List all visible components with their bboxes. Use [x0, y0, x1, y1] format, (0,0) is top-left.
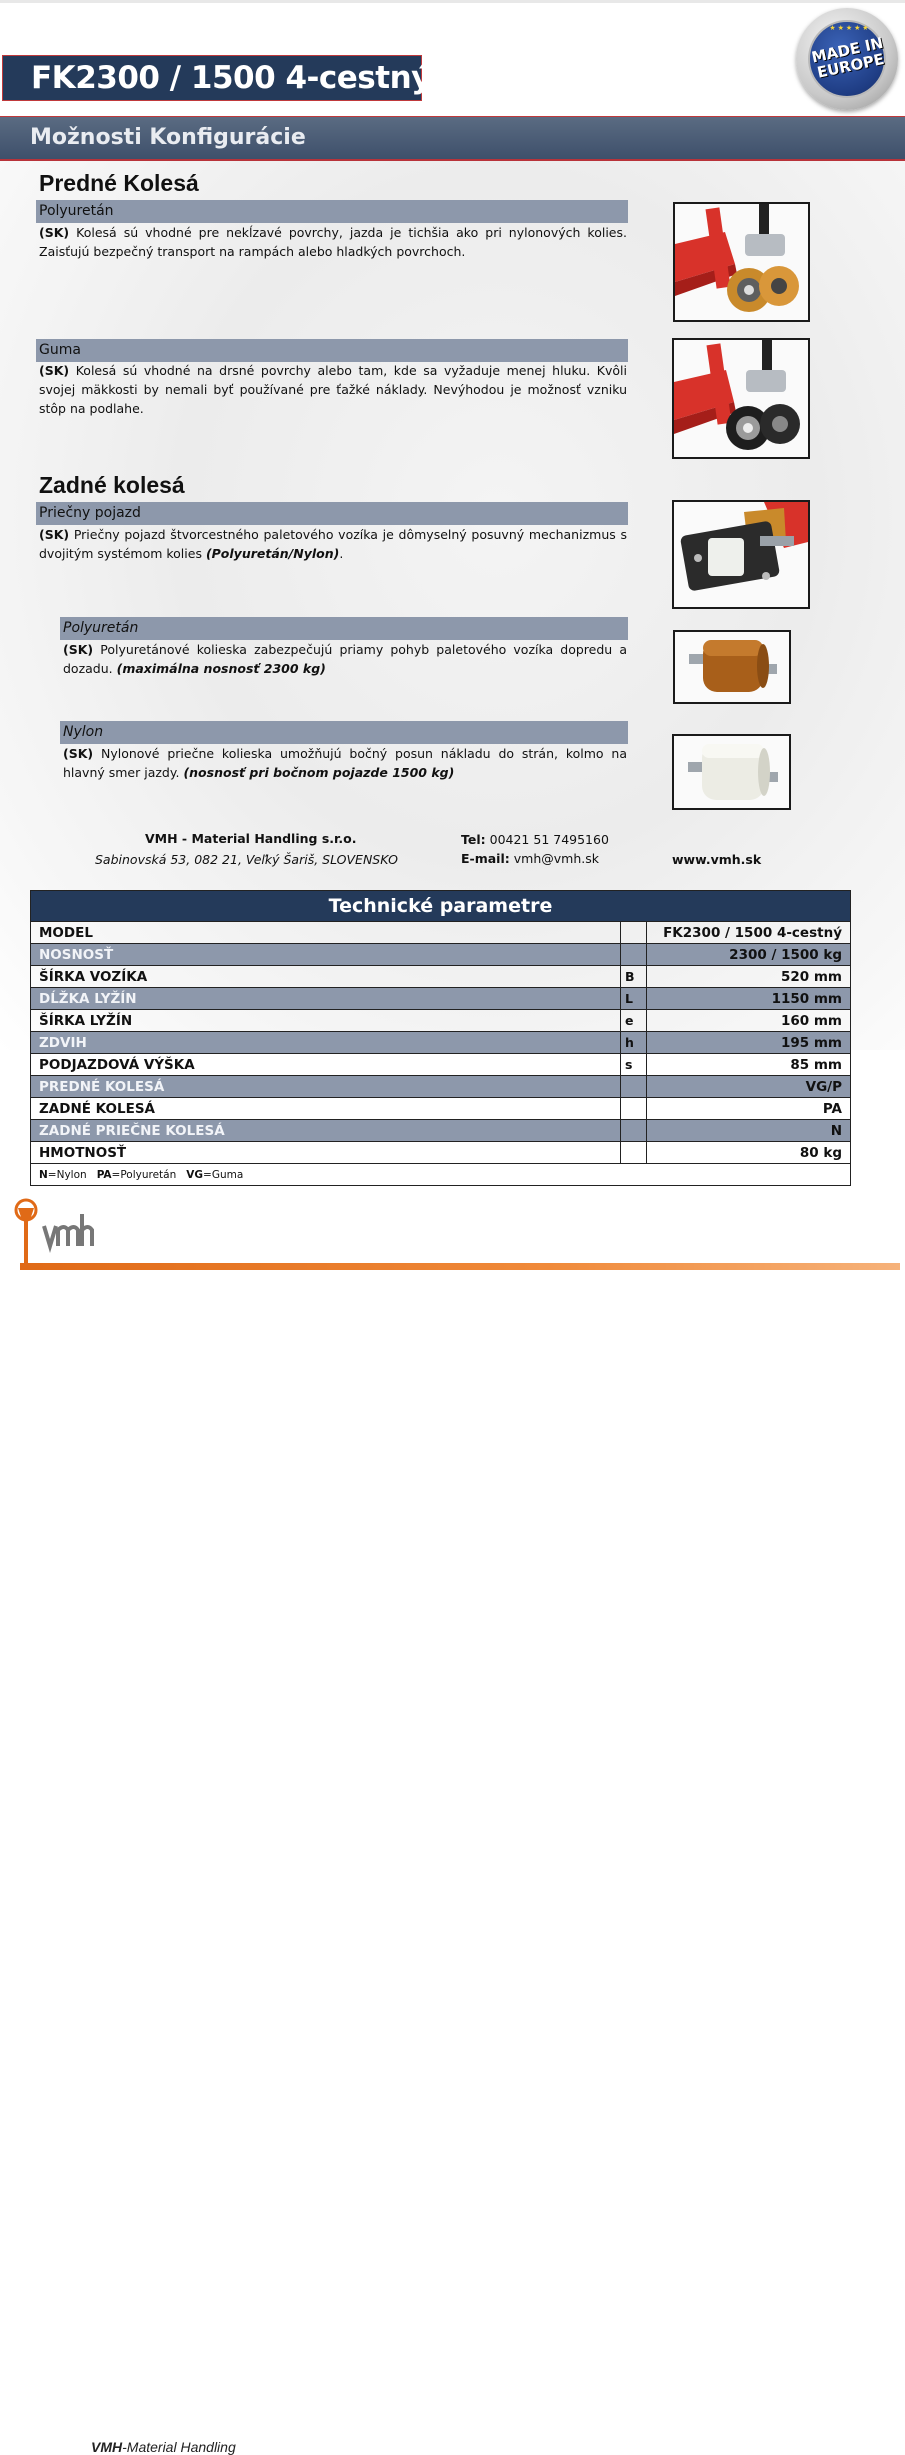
polyurethane-wheel-illustration — [675, 204, 808, 320]
transverse-mechanism-illustration — [674, 502, 808, 607]
param-label: MODEL — [31, 922, 621, 944]
table-row — [31, 1076, 851, 1098]
param-symbol: s — [621, 1054, 647, 1076]
front-wheels-heading: Predné Kolesá — [39, 170, 199, 196]
param-symbol: L — [621, 988, 647, 1010]
front-rubber-subhead: Guma — [36, 339, 628, 362]
front-rubber-description: (SK) Kolesá sú vhodné na drsné povrchy alebo tam, kde sa vyžaduje menej hluku. Kvôli svojej mäkkosti by nemali byť používané pre ťažké náklady. Nevýhodou je možnosť vzniku stôp na podlahe. — [39, 363, 627, 416]
param-symbol: B — [621, 966, 647, 988]
param-value: VG/P — [647, 1076, 851, 1098]
top-rule — [0, 0, 905, 3]
table-row — [31, 922, 851, 944]
param-label: ŠÍRKA VOZÍKA — [31, 966, 621, 988]
front-polyurethane-description: (SK) Kolesá sú vhodné pre nekĺzavé povrchy, jazda je tichšia ako pri nylonových kolies. Zaisťujú bezpečný transport na rampách alebo hladkých povrchoch. — [39, 225, 627, 259]
badge-text: MADE IN EUROPE — [809, 33, 886, 82]
rear-wheels-heading: Zadné kolesá — [39, 472, 185, 498]
rear-polyurethane-subhead: Polyuretán — [60, 617, 628, 640]
nylon-subhead: Nylon — [60, 721, 628, 744]
param-symbol — [621, 922, 647, 944]
eu-stars-icon: ★ ★ ★ ★ ★ — [829, 25, 869, 32]
param-value: N — [647, 1120, 851, 1142]
transverse-drive-description: (SK) Priečny pojazd štvorcestného paletového vozíka je dômyselný posuvný mechanizmus s dvojitým systémom kolies (Polyuretán/Nylon). — [39, 527, 627, 561]
made-in-europe-badge — [796, 8, 898, 110]
company-address: Sabinovská 53, 082 21, Veľký Šariš, SLOVENSKO — [95, 852, 398, 867]
param-symbol: h — [621, 1032, 647, 1054]
param-symbol — [621, 1142, 647, 1164]
param-symbol: e — [621, 1010, 647, 1032]
product-title-box — [2, 55, 431, 101]
polyurethane-roller-illustration — [675, 632, 789, 702]
param-symbol — [621, 944, 647, 966]
email-line: E-mail: vmh@vmh.sk — [461, 851, 599, 866]
section-header-bar — [0, 116, 905, 161]
param-label: NOSNOSŤ — [31, 944, 621, 966]
nylon-roller-photo — [672, 734, 791, 810]
table-row — [31, 1010, 851, 1032]
nylon-description: (SK) Nylonové priečne kolieska umožňujú bočný posun nákladu do strán, kolmo na hlavný smer jazdy. (nosnosť pri bočnom pojazde 1500 kg) — [63, 746, 627, 780]
polyurethane-front-wheel-photo — [673, 202, 810, 322]
section-title: Možnosti Konfigurácie — [30, 125, 306, 150]
footer-brand: VMH-Material Handling — [91, 2439, 236, 2455]
technical-parameters-table — [30, 890, 851, 1186]
param-value: 2300 / 1500 kg — [647, 944, 851, 966]
param-value: PA — [647, 1098, 851, 1120]
badge-center — [808, 20, 886, 98]
company-name: VMH - Material Handling s.r.o. — [145, 831, 357, 846]
param-label: ZADNÉ KOLESÁ — [31, 1098, 621, 1120]
param-label: PREDNÉ KOLESÁ — [31, 1076, 621, 1098]
param-label: DĹŽKA LYŽÍN — [31, 988, 621, 1010]
front-polyurethane-subhead: Polyuretán — [36, 200, 628, 223]
param-value: 85 mm — [647, 1054, 851, 1076]
param-value: FK2300 / 1500 4-cestný — [647, 922, 851, 944]
table-body — [31, 922, 851, 1164]
param-symbol — [621, 1076, 647, 1098]
param-value: 1150 mm — [647, 988, 851, 1010]
footer-orange-rule — [20, 1263, 900, 1270]
table-row — [31, 1120, 851, 1142]
param-label: HMOTNOSŤ — [31, 1142, 621, 1164]
table-row — [31, 988, 851, 1010]
table-row — [31, 966, 851, 988]
param-value: 160 mm — [647, 1010, 851, 1032]
table-legend: N=Nylon PA=Polyuretán VG=Guma — [31, 1164, 851, 1186]
param-label: PODJAZDOVÁ VÝŠKA — [31, 1054, 621, 1076]
rubber-front-wheel-photo — [672, 338, 810, 459]
table-row — [31, 1032, 851, 1054]
transverse-drive-photo — [672, 500, 810, 609]
param-value: 80 kg — [647, 1142, 851, 1164]
table-title-row — [31, 891, 851, 922]
table-row — [31, 944, 851, 966]
footer — [0, 1198, 905, 2455]
param-value: 520 mm — [647, 966, 851, 988]
table-row — [31, 1098, 851, 1120]
table-title: Technické parametre — [31, 891, 851, 922]
nylon-roller-illustration — [674, 736, 789, 808]
polyurethane-roller-photo — [673, 630, 791, 704]
website-link[interactable]: www.vmh.sk — [672, 852, 762, 867]
rubber-wheel-illustration — [674, 340, 808, 457]
rear-polyurethane-description: (SK) Polyuretánové kolieska zabezpečujú priamy pohyb paletového vozíka dopredu a dozadu. (maximálna nosnosť 2300 kg) — [63, 642, 628, 676]
param-symbol — [621, 1120, 647, 1142]
table-row — [31, 1142, 851, 1164]
param-label: ZADNÉ PRIEČNE KOLESÁ — [31, 1120, 621, 1142]
phone-line: Tel: 00421 51 7495160 — [461, 832, 609, 847]
param-symbol — [621, 1098, 647, 1120]
param-label: ZDVIH — [31, 1032, 621, 1054]
transverse-drive-subhead: Priečny pojazd — [36, 502, 628, 525]
param-label: ŠÍRKA LYŽÍN — [31, 1010, 621, 1032]
param-value: 195 mm — [647, 1032, 851, 1054]
table-row — [31, 1054, 851, 1076]
product-title: FK2300 / 1500 4-cestný — [31, 60, 431, 96]
table-legend-row — [31, 1164, 851, 1186]
